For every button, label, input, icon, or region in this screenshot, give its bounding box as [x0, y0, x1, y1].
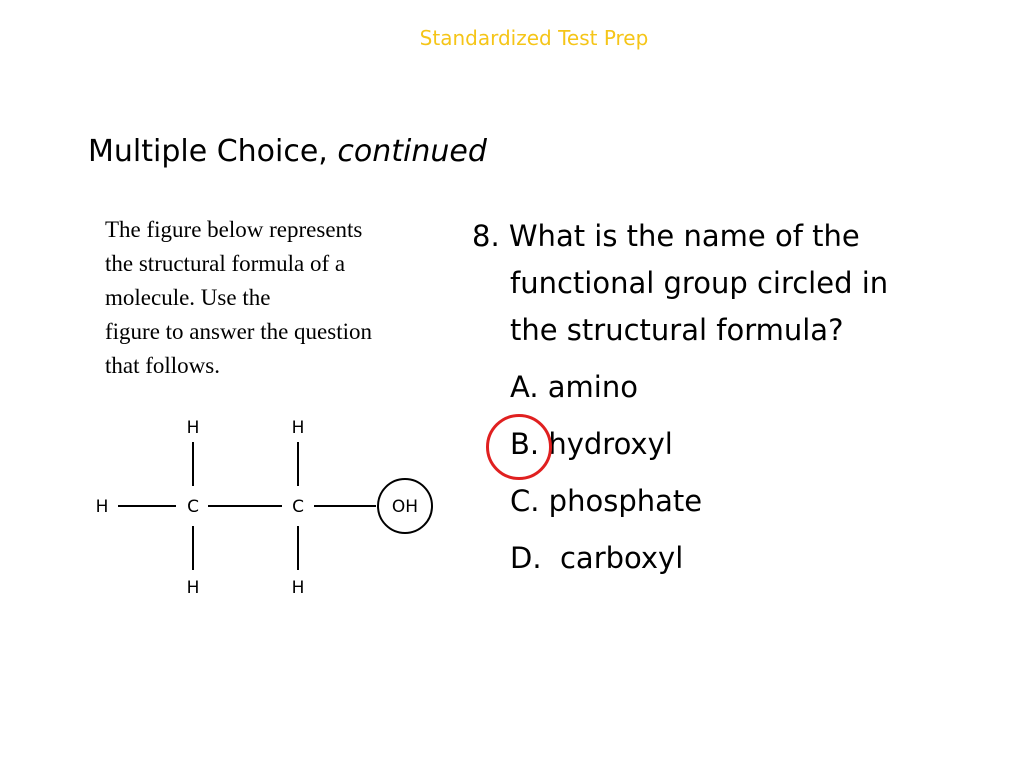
atom-oh: OH [391, 497, 419, 517]
intro-line: figure to answer the question [105, 319, 372, 344]
intro-line: the structural formula of a [105, 251, 346, 276]
correct-answer-marker [486, 414, 552, 480]
atom-h-top-2: H [291, 418, 305, 438]
atom-h-bottom-1: H [186, 578, 200, 598]
intro-text [105, 213, 445, 383]
choice-b: B. hydroxyl [510, 427, 673, 461]
structural-formula-figure [88, 408, 448, 608]
intro-line: that follows. [105, 353, 220, 378]
question-line: functional group circled in [510, 266, 889, 300]
atom-h-bottom-2: H [291, 578, 305, 598]
intro-line: The figure below represents [105, 217, 363, 242]
intro-line: molecule. Use the [105, 285, 271, 310]
atom-h-top-1: H [186, 418, 200, 438]
atom-c2: C [292, 497, 304, 517]
choice-a: A. amino [510, 370, 638, 404]
atom-c1: C [187, 497, 199, 517]
header-title: Standardized Test Prep [419, 26, 649, 50]
question-text [472, 213, 992, 354]
atom-h-left: H [95, 497, 109, 517]
choice-c: C. phosphate [510, 484, 703, 518]
question-line: the structural formula? [510, 313, 844, 347]
question-line: 8. What is the name of the [472, 219, 860, 253]
choice-d: D. carboxyl [510, 541, 684, 575]
slide-title [88, 134, 487, 169]
answer-choices [510, 362, 910, 590]
slide-title-main: Multiple Choice, [88, 134, 338, 169]
slide-title-italic: continued [337, 134, 487, 169]
